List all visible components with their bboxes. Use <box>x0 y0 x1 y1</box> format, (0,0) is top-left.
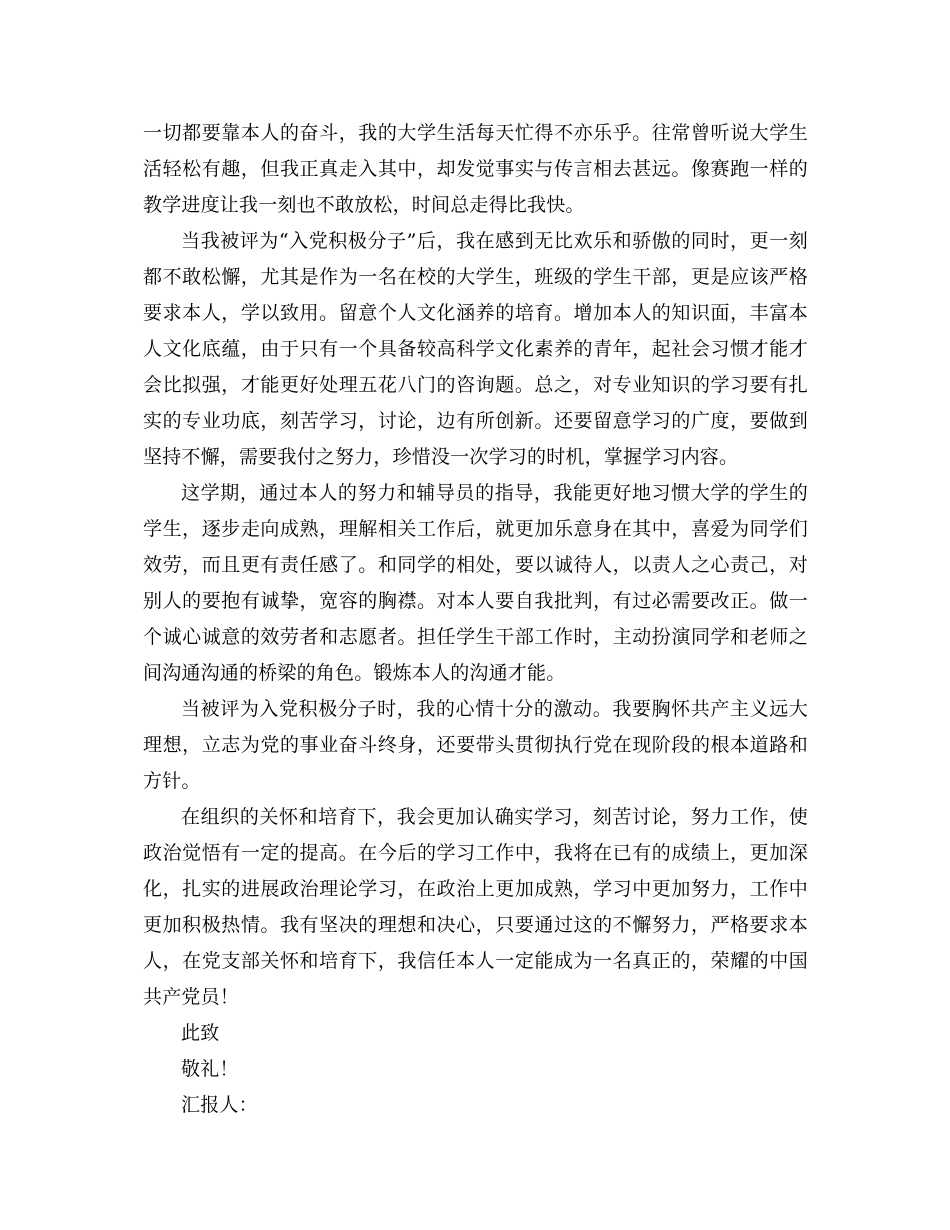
document-body <box>143 115 808 1123</box>
paragraph-4: 当被评为入党积极分子时，我的心情十分的激动。我要胸怀共产主义远大理想，立志为党的事业奋斗终身，还要带头贯彻执行党在现阶段的根本道路和方针。 <box>143 698 808 792</box>
paragraph-5: 在组织的关怀和培育下，我会更加认确实学习，刻苦讨论，努力工作，使政治觉悟有一定的提高。在今后的学习工作中，我将在已有的成绩上，更加深化，扎实的进展政治理论学习，在政治上更加成熟，学习中更加努力，工作中更加积极热情。我有坚决的理想和决心，只要通过这的不懈努力，严格要求本人，在党支部关怀和培育下，我信任本人一定能成为一名真正的，荣耀的中国共产党员！ <box>143 806 808 1008</box>
paragraph-3: 这学期，通过本人的努力和辅导员的指导，我能更好地习惯大学的学生的学生，逐步走向成熟，理解相关工作后，就更加乐意身在其中，喜爱为同学们效劳，而且更有责任感了。和同学的相处，要以诚待人，以责人之心责己，对别人的要抱有诚挚，宽容的胸襟。对本人要自我批判，有过必需要改正。做一个诚心诚意的效劳者和志愿者。担任学生干部工作时，主动扮演同学和老师之间沟通沟通的桥梁的角色。锻炼本人的沟通才能。 <box>143 482 808 684</box>
reporter-label: 汇报人： <box>181 1094 258 1116</box>
closing-respect: 敬礼！ <box>181 1058 239 1080</box>
closing-salutation: 此致 <box>181 1022 220 1044</box>
paragraph-1: 一切都要靠本人的奋斗，我的大学生活每天忙得不亦乐乎。往常曾听说大学生活轻松有趣，但我正真走入其中，却发觉事实与传言相去甚远。像赛跑一样的教学进度让我一刻也不敢放松，时间总走得比我快。 <box>143 122 808 216</box>
paragraph-2: 当我被评为“入党积极分子”后，我在感到无比欢乐和骄傲的同时，更一刻都不敢松懈，尤其是作为一名在校的大学生，班级的学生干部，更是应该严格要求本人，学以致用。留意个人文化涵养的培育。增加本人的知识面，丰富本人文化底蕴，由于只有一个具备较高科学文化素养的青年，起社会习惯才能才会比拟强，才能更好处理五花八门的咨询题。总之，对专业知识的学习要有扎实的专业功底，刻苦学习，讨论，边有所创新。还要留意学习的广度，要做到坚持不懈，需要我付之努力，珍惜没一次学习的时机，掌握学习内容。 <box>143 230 808 468</box>
